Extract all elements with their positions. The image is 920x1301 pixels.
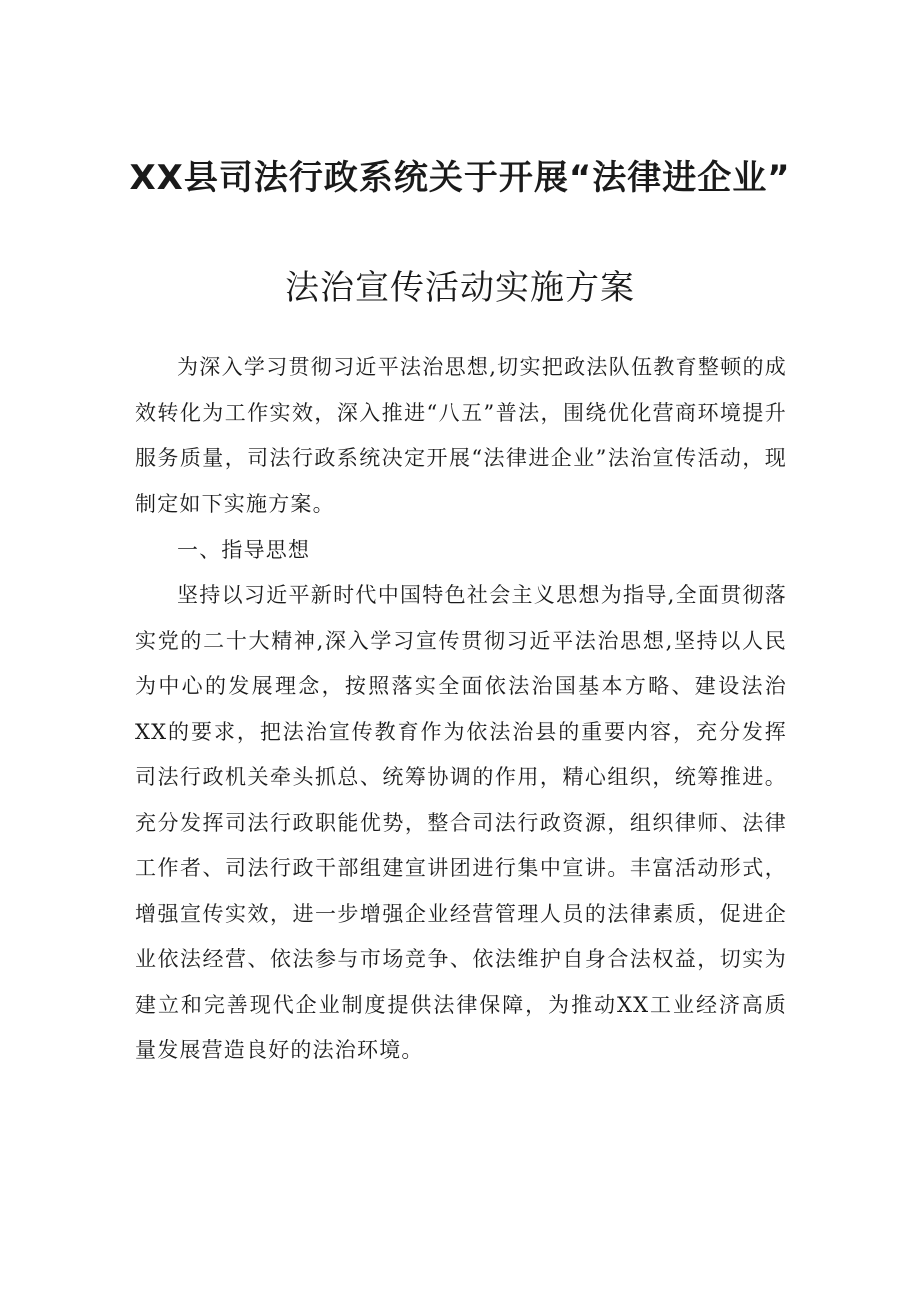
section-1-paragraph-block [135, 573, 787, 1074]
intro-paragraph-block [135, 345, 787, 527]
section-1-paragraph: 坚持以习近平新时代中国特色社会主义思想为指导,全面贯彻落实党的二十大精神,深入学习宣传贯彻习近平法治思想,坚持以人民为中心的发展理念，按照落实全面依法治国基本方略、建设法治XX的要求，把法治宣传教育作为依法治县的重要内容，充分发挥司法行政机关牵头抓总、统筹协调的作用，精心组织，统筹推进。充分发挥司法行政职能优势，整合司法行政资源，组织律师、法律工作者、司法行政干部组建宣讲团进行集中宣讲。丰富活动形式，增强宣传实效，进一步增强企业经营管理人员的法律素质，促进企业依法经营、依法参与市场竞争、依法维护自身合法权益，切实为建立和完善现代企业制度提供法律保障，为推动XX工业经济高质量发展营造良好的法治环境。 [135, 583, 787, 1062]
document-title-line-2: 法治宣传活动实施方案 [285, 268, 635, 308]
section-heading-block [135, 528, 787, 574]
intro-paragraph: 为深入学习贯彻习近平法治思想,切实把政法队伍教育整顿的成效转化为工作实效，深入推进“八五”普法，围绕优化营商环境提升服务质量，司法行政系统决定开展“法律进企业”法治宣传活动，现制定如下实施方案。 [135, 355, 787, 516]
section-1-heading: 一、指导思想 [177, 538, 311, 562]
document-title-line-1: XX县司法行政系统关于开展“法律进企业” [129, 158, 791, 198]
